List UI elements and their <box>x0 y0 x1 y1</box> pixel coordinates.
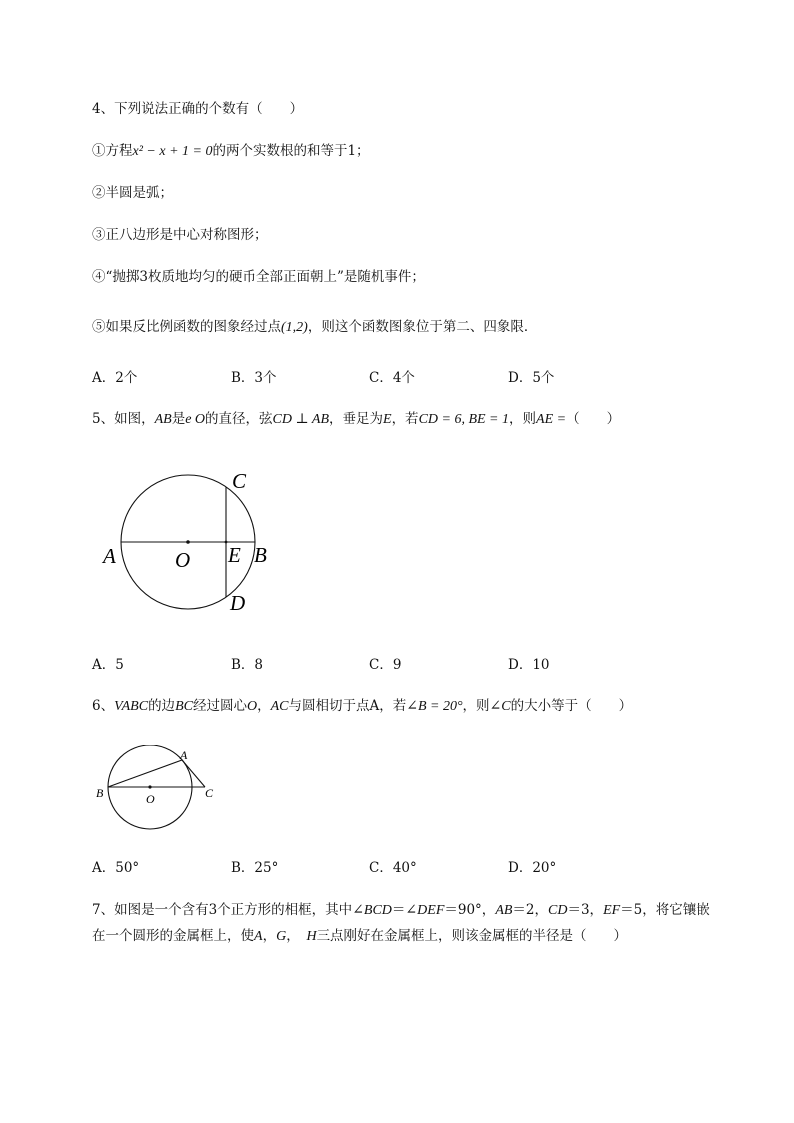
math: AB <box>495 903 513 918</box>
math: CD <box>548 903 568 918</box>
label-o: O <box>175 548 191 572</box>
text: 在一个圆形的金属框上，使 <box>92 928 254 944</box>
math: ∠DEF <box>405 903 445 918</box>
point-e-dot <box>225 541 228 544</box>
q4-stem: 4、下列说法正确的个数有（ ） <box>92 101 304 117</box>
q6-option-a: A．50° <box>92 860 140 876</box>
text: ，则 <box>462 698 490 714</box>
q4-statement-3: ③正八边形是中心对称图形； <box>92 227 268 243</box>
math: AC <box>270 699 289 714</box>
text: 的边 <box>148 698 176 714</box>
point: (1,2) <box>281 320 308 335</box>
math: ∠B = 20° <box>406 699 463 714</box>
center-dot <box>148 785 151 788</box>
q7-line-2 <box>92 927 627 946</box>
text: ①方程 <box>92 143 133 159</box>
text: ， <box>257 698 271 714</box>
math: CD = 6, BE = 1 <box>418 412 510 427</box>
math: AE = <box>536 412 567 427</box>
q4-statement-5 <box>92 318 537 337</box>
text: 6、 <box>92 698 115 714</box>
label-c: C <box>232 469 247 493</box>
text: ，则这个函数图象位于第二、四象限． <box>307 319 538 335</box>
math: O <box>246 699 258 714</box>
q5-stem <box>92 410 620 429</box>
math: E <box>383 412 392 427</box>
q6-option-d: D．20° <box>508 860 557 876</box>
equation: x² − x + 1 = 0 <box>132 144 213 159</box>
text: ＝5，将它镶嵌 <box>620 902 710 918</box>
q6-option-c: C．40° <box>369 860 417 876</box>
text: ＝90°， <box>444 902 496 918</box>
q5-figure <box>95 465 285 615</box>
math: EF <box>603 903 621 918</box>
text: 经过圆心 <box>192 698 247 714</box>
text: ⑤如果反比例函数的图象经过点 <box>92 319 281 335</box>
text: ，若 <box>391 411 419 427</box>
text: ＝ <box>391 902 406 918</box>
q6-stem <box>92 697 632 716</box>
text: 的两个实数根的和等于1； <box>212 143 370 159</box>
math: ∠BCD <box>352 903 392 918</box>
text: 三点刚好在金属框上，则该金属框的半径是（ ） <box>316 928 628 944</box>
text: （ ） <box>566 411 621 427</box>
label-b: B <box>96 786 104 800</box>
q4-option-c: C．4个 <box>369 370 415 386</box>
q5-option-d: D．10 <box>508 657 550 673</box>
q4-statement-1 <box>92 142 370 161</box>
text: ＝2， <box>512 902 549 918</box>
math: CD ⊥ AB <box>272 412 329 427</box>
center-dot <box>186 540 190 544</box>
math: H <box>306 929 317 944</box>
label-a: A <box>103 544 116 568</box>
math: ∠C <box>489 699 511 714</box>
text: ， <box>286 928 307 944</box>
q5-option-c: C．9 <box>369 657 402 673</box>
segment-ba <box>108 760 182 787</box>
text: ，垂足为 <box>329 411 383 427</box>
segment-ac <box>182 760 205 787</box>
label-d: D <box>230 591 246 615</box>
text: 的大小等于（ ） <box>510 698 633 714</box>
q6-figure <box>92 745 227 835</box>
text: ，则 <box>509 411 537 427</box>
text: 7、如图是一个含有3个正方形的相框，其中 <box>92 902 353 918</box>
q4-statement-4: ④“抛掷3枚质地均匀的硬币全部正面朝上”是随机事件； <box>92 269 425 285</box>
label-a: A <box>180 748 188 762</box>
text: 5、如图， <box>92 411 155 427</box>
math: VABC <box>114 699 149 714</box>
q4-option-b: B．3个 <box>231 370 277 386</box>
label-o: O <box>146 792 155 806</box>
math: A <box>254 929 263 944</box>
math: G <box>276 929 287 944</box>
label-c: C <box>205 786 214 800</box>
text: 是 <box>171 411 186 427</box>
text: ， <box>262 928 277 944</box>
math: e O <box>185 412 206 427</box>
text: 与圆相切于点A，若 <box>288 698 407 714</box>
q5-option-b: B．8 <box>231 657 264 673</box>
q5-option-a: A．5 <box>92 657 124 673</box>
text: 的直径，弦 <box>205 411 273 427</box>
q6-option-b: B．25° <box>231 860 279 876</box>
label-b: B <box>254 543 267 567</box>
q4-option-a: A．2个 <box>92 370 138 386</box>
q4-statement-2: ②半圆是弧； <box>92 185 173 201</box>
text: ＝3， <box>567 902 604 918</box>
math: BC <box>175 699 193 714</box>
math: AB <box>154 412 172 427</box>
q4-option-d: D．5个 <box>508 370 555 386</box>
label-e: E <box>228 543 241 567</box>
q7-line-1 <box>92 901 710 920</box>
